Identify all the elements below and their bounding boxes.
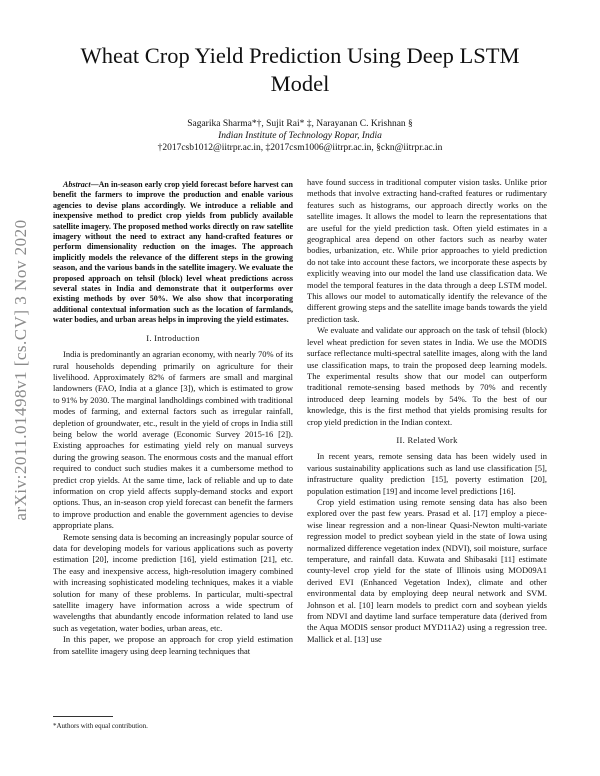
- section-heading-related-work: II. Related Work: [396, 434, 458, 445]
- arxiv-stamp: [6, 170, 36, 570]
- affiliation: Indian Institute of Technology Ropar, India: [218, 131, 382, 141]
- left-column: [53, 180, 293, 657]
- paper-title: Wheat Crop Yield Prediction Using Deep LSTM Model: [80, 43, 520, 96]
- author-names: Sagarika Sharma*†, Sujit Rai* ‡, Narayanan C. Krishnan §: [187, 119, 413, 129]
- right-column: [307, 177, 547, 645]
- abstract: [53, 180, 293, 326]
- paragraph: Crop yield estimation using remote sensing data has also been explored over the past few years. Prasad et al. [17] employ a piece-wise linear regression and a non-linear Quasi-Newton multi-variate regression model to predict soybean yield in the state of Iowa using normalized difference vegetation index (NDVI), soil moisture, surface temperature, and rainfall data. Kuwata and Shibasaki [11] estimate county-level crop yield for the state of Illinois using MOD09A1 derived EVI (Enhanced Vegetation Index), climate and other environmental data by employing deep neural network and SVM. Johnson et al. [10] learn models to predict corn and soybean yields from NDVI and daytime land surface temperature data (derived from the Aqua MODIS sensor product MYD11A2) using a regression tree. Mallick et al. [13] use: [307, 496, 547, 644]
- author-block: [60, 118, 540, 154]
- paragraph: We evaluate and validate our approach on the task of tehsil (block) level wheat prediction for seven states in India. We use the MODIS surface reflectance multi-spectral satellite images, along with the land use classification maps, to train the proposed deep learning models. The experimental results show that our model can outperform traditional remote-sensing based methods by 70% and recently introduced deep learning models by 54%. To the best of our knowledge, this is the first method that yields promising results for crop yield prediction in the Indian context.: [307, 325, 547, 427]
- paragraph: In recent years, remote sensing data has been widely used in various sustainability applications such as land use classification [5], infrastructure quality prediction [15], poverty estimation [20], population estimation [19] and income level predictions [16].: [307, 451, 547, 496]
- section-heading-introduction: I. Introduction: [146, 332, 200, 343]
- footnote-rule: [53, 716, 113, 717]
- footnote: *Authors with equal contribution.: [53, 722, 148, 730]
- paragraph: have found success in traditional computer vision tasks. Unlike prior methods that involve extracting hand-crafted features or rudimentary features such as histograms, our approach directly works on the satellite images. It allows the model to learn the representations that are useful for the yield prediction task. Often yield estimates in a geographical area depend on other factors such as nearby water bodies, urbanization, etc. While prior approaches to yield prediction do not take into account these factors, we incorporate these aspects by explicitly weaving into our model the land use classification data. We model the temporal features in the data through a deep LSTM model. This allows our model to automatically identify the relevance of the different growing steps and the satellite image bands towards the yield prediction task.: [307, 177, 547, 324]
- abstract-label: Abstract: [63, 180, 91, 189]
- paragraph: India is predominantly an agrarian economy, with nearly 70% of its rural households depending primarily on agriculture for their livelihood. Approximately 82% of farmers are small and marginal landowners (FAO, India at a glance [3]), which is estimated to grow to 91% by 2030. The marginal landholdings combined with traditional modes of farming, and external factors such as irregular rainfall, depletion of groundwater, etc., result in the yield of crops in India still being below the world average (Economic Survey 2015-16 [2]). Existing approaches for estimating yield rely on manual surveys during the growing season. The enormous costs and the manual effort required to conduct such studies makes it a cumbersome method to predict crop yields. At the same time, lack of reliable and up to date information on crop yield affects supply-demand stocks and export options. Thus, an in-season crop yield forecast can benefit the farmers to improve production and enable the government agencies to devise appropriate plans.: [53, 349, 293, 531]
- arxiv-stamp-text: arXiv:2011.01498v1 [cs.CV] 3 Nov 2020: [11, 219, 30, 521]
- paragraph: Remote sensing data is becoming an increasingly popular source of data for developing models for various applications such as poverty estimation [20], income prediction [16], yield estimation [21], etc. The easy and inexpensive access, high-resolution imagery combined with increasing sophisticated modeling techniques, makes it a viable solution for many of these problems. In particular, multi-spectral satellite imagery have information across a wide spectrum of wavelengths that abundantly encode information related to land use such as vegetation, water bodies, urban areas, etc.: [53, 531, 293, 633]
- paragraph: In this paper, we propose an approach for crop yield estimation from satellite imagery using deep learning techniques that: [53, 634, 293, 656]
- author-emails: †2017csb1012@iitrpr.ac.in, ‡2017csm1006@iitrpr.ac.in, §ckn@iitrpr.ac.in: [157, 143, 443, 153]
- abstract-text: —An in-season early crop yield forecast before harvest can benefit the farmers to improve the production and enable various agencies to devise plans accordingly. We introduce a reliable and inexpensive method to predict crop yields from publicly available satellite imagery. The proposed method works directly on raw satellite imagery without the need to extract any hand-crafted features or perform dimensionality reduction on the images. The approach implicitly models the relevance of the different steps in the growing season, and the various bands in the satellite imagery. We evaluate the proposed approach on tehsil (block) level wheat predictions across several states in India and demonstrate that it outperforms over existing methods by over 50%. We also show that incorporating additional contextual information such as the location of farmlands, water bodies, and urban areas helps in improving the yield estimates.: [53, 180, 293, 325]
